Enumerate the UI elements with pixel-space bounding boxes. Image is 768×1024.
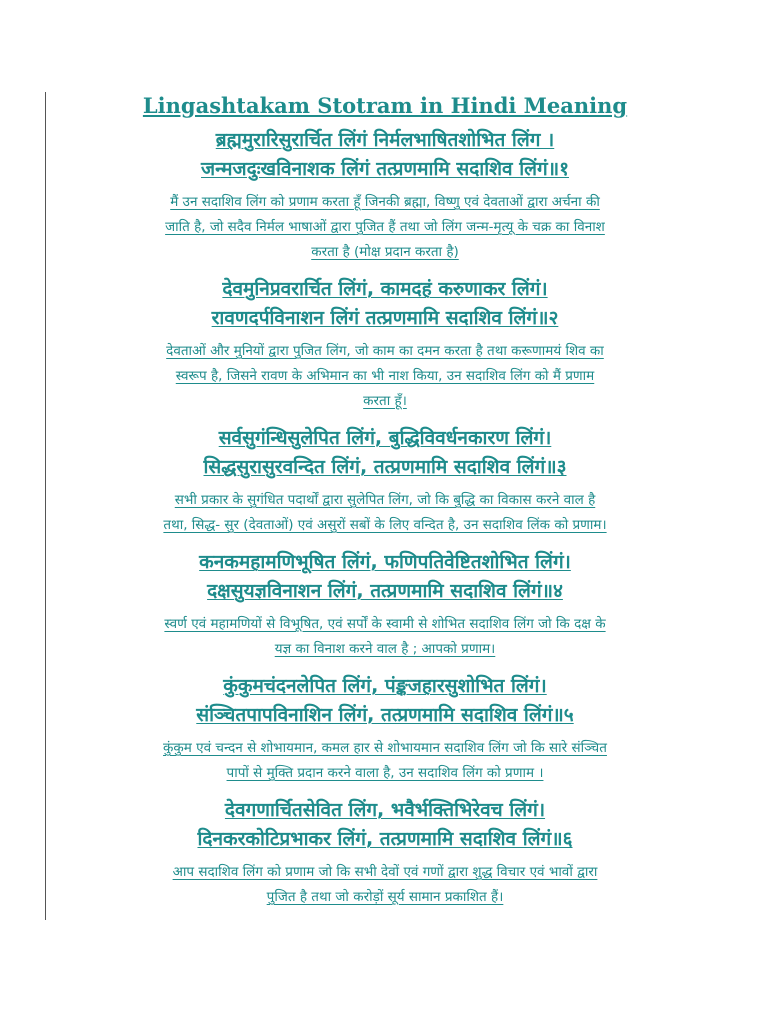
meaning-line: आप सदाशिव लिंग को प्रणाम जो कि सभी देवों एवं गणों द्वारा शुद्ध विचार एवं भावों द्वारा xyxy=(172,864,598,880)
sanskrit-verse xyxy=(85,548,685,606)
sanskrit-verse xyxy=(85,126,685,184)
stanza-2 xyxy=(85,275,685,414)
stanza-4 xyxy=(85,548,685,662)
verse-line: देवगणार्चितसेवित लिंग, भवैर्भक्तिभिरेवच लिंगं। xyxy=(224,799,546,821)
verse-line: ब्रह्ममुरारिसुरार्चित लिंगं निर्मलभाषितशोभित लिंग । xyxy=(215,129,555,151)
hindi-meaning xyxy=(85,612,685,662)
verse-line: सर्वसुगंन्धिसुलेपित लिंगं, बुद्धिविवर्धनकारण लिंगं। xyxy=(218,427,552,449)
verse-line: रावणदर्पविनाशन लिंगं तत्प्रणमामि सदाशिव लिंगं॥२ xyxy=(211,307,559,329)
stanza-1 xyxy=(85,126,685,265)
meaning-line: मैं उन सदाशिव लिंग को प्रणाम करता हूँ जिनकी ब्रह्मा, विष्णु एवं देवताओं द्वारा अर्चना की xyxy=(170,194,600,210)
meaning-line: देवताओं और मुनियों द्वारा पुजित लिंग, जो काम का दमन करता है तथा करूणामयं शिव का xyxy=(166,343,604,359)
verse-line: संञ्चितपापविनाशिन लिंगं, तत्प्रणमामि सदाशिव लिंगं॥५ xyxy=(196,704,574,726)
hindi-meaning xyxy=(85,190,685,265)
meaning-line: कुंकुम एवं चन्दन से शोभायमान, कमल हार से शोभायमान सदाशिव लिंग जो कि सारे संञ्चित xyxy=(163,740,607,756)
meaning-line: यज्ञ का विनाश करने वाल है ; आपको प्रणाम। xyxy=(274,641,496,657)
verse-line: दिनकरकोटिप्रभाकर लिंगं, तत्प्रणमामि सदाशिव लिंगं॥६ xyxy=(197,828,573,850)
verse-line: सिद्धसुरासुरवन्दित लिंगं, तत्प्रणमामि सदाशिव लिंगं॥३ xyxy=(203,456,567,478)
hindi-meaning xyxy=(85,860,685,910)
page-margin-rule xyxy=(45,92,46,920)
sanskrit-verse xyxy=(85,672,685,730)
meaning-line: स्वरूप है, जिसने रावण के अभिमान का भी नाश किया, उन सदाशिव लिंग को मैं प्रणाम xyxy=(175,368,595,384)
meaning-line: पापों से मुक्ति प्रदान करने वाला है, उन सदाशिव लिंग को प्रणाम । xyxy=(226,765,544,781)
meaning-line: करता हूँ। xyxy=(363,393,407,409)
sanskrit-verse xyxy=(85,275,685,333)
stanza-6 xyxy=(85,796,685,910)
meaning-line: करता है (मोक्ष प्रदान करता है) xyxy=(311,244,459,260)
verse-line: कुंकुमचंदनलेपित लिंगं, पंङ्कजहारसुशोभित लिंगं। xyxy=(223,675,547,697)
meaning-line: पुजित है तथा जो करोड़ों सूर्य सामान प्रकाशित हैं। xyxy=(266,889,504,905)
verse-line: जन्मजदुःखविनाशक लिंगं तत्प्रणमामि सदाशिव लिंगं॥१ xyxy=(201,158,569,180)
hindi-meaning xyxy=(85,736,685,786)
stanza-5 xyxy=(85,672,685,786)
document-body xyxy=(85,92,685,920)
stanza-list xyxy=(85,126,685,910)
verse-line: दक्षसुयज्ञविनाशन लिंगं, तत्प्रणमामि सदाशिव लिंगं॥४ xyxy=(207,580,563,602)
sanskrit-verse xyxy=(85,424,685,482)
meaning-line: जाति है, जो सदैव निर्मल भाषाओं द्वारा पुजित हैं तथा जो लिंग जन्म-मृत्यू के चक्र का विनाश xyxy=(165,219,605,235)
verse-line: देवमुनिप्रवरार्चित लिंगं, कामदहं करुणाकर लिंगं। xyxy=(222,278,548,300)
hindi-meaning xyxy=(85,488,685,538)
hindi-meaning xyxy=(85,339,685,414)
verse-line: कनकमहामणिभूषित लिंगं, फणिपतिवेष्टितशोभित लिंगं। xyxy=(199,551,571,573)
sanskrit-verse xyxy=(85,796,685,854)
page-title: Lingashtakam Stotram in Hindi Meaning xyxy=(142,93,628,118)
stanza-3 xyxy=(85,424,685,538)
meaning-line: तथा, सिद्ध- सुर (देवताओं) एवं असुरों सबों के लिए वन्दित है, उन सदाशिव लिंक को प्रणाम। xyxy=(163,517,607,533)
meaning-line: सभी प्रकार के सुगंधित पदार्थों द्वारा सुलेपित लिंग, जो कि बुद्धि का विकास करने वाल है xyxy=(174,492,596,508)
meaning-line: स्वर्ण एवं महामणियों से विभूषित, एवं सर्पों के स्वामी से शोभित सदाशिव लिंग जो कि दक्ष के xyxy=(164,616,606,632)
